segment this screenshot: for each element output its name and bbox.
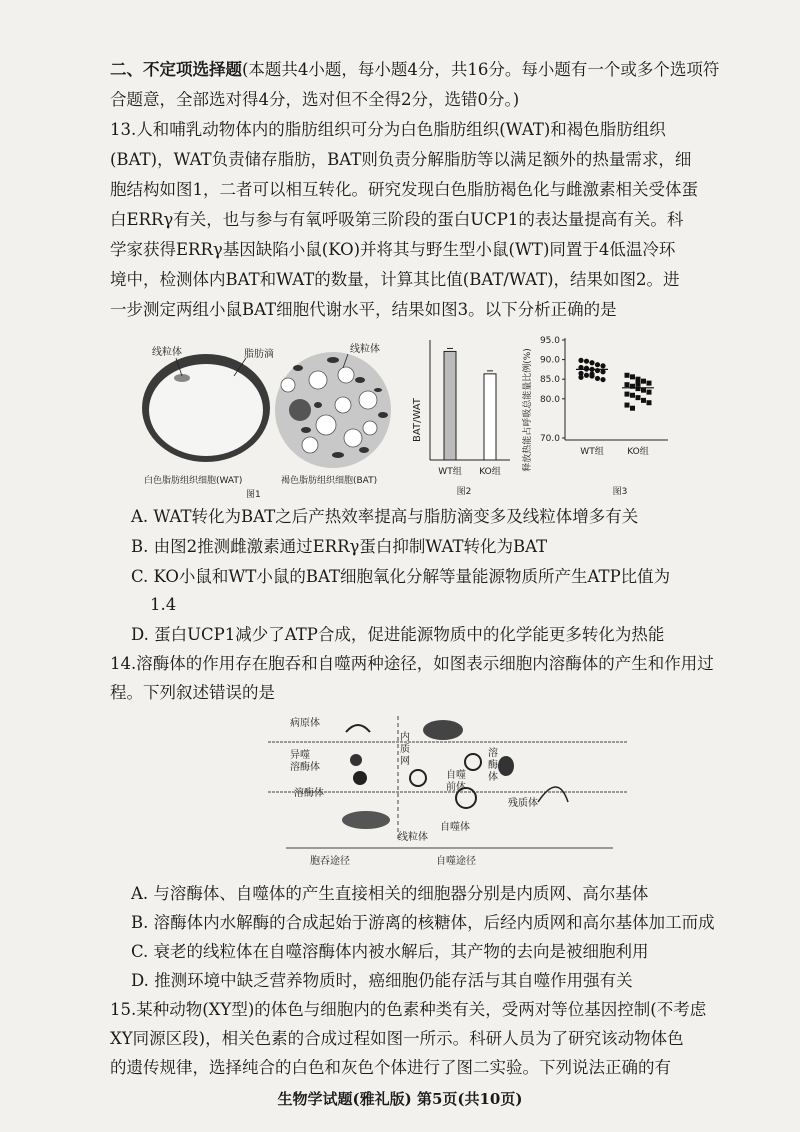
figure-2-label: 图2 — [456, 487, 472, 497]
q13-option-d: D. 蛋白UCP1减少了ATP合成，促进能源物质中的化学能更多转化为热能 — [131, 625, 665, 644]
q13-option-c: C. KO小鼠和WT小鼠的BAT细胞氧化分解等量能源物质所产生ATP比值为 — [131, 567, 671, 586]
fig3-point-ko — [630, 374, 635, 379]
label-droplet: 脂肪滴 — [244, 349, 274, 360]
label-mito: 线粒体 — [398, 832, 428, 843]
fig3-point-ko — [630, 406, 635, 411]
pathogen-icon — [346, 725, 370, 732]
fig3-point-ko — [641, 398, 646, 403]
label-endocytosis: 胞吞途径 — [310, 856, 350, 867]
label-autophagosome: 自噬体 — [440, 822, 470, 833]
q13-line-6: 境中，检测体内BAT和WAT的数量，计算其比值(BAT/WAT)，结果如图2。进 — [110, 270, 680, 289]
label-lysosome: 溶酶体 — [294, 788, 324, 799]
q14-option-d: D. 推测环境中缺乏营养物质时，癌细胞仍能存活与其自噬作用强有关 — [131, 971, 633, 990]
section-title: 二、不定项选择题 — [110, 60, 242, 79]
label-pathogen: 病原体 — [290, 718, 320, 729]
figure-1-label: 图1 — [246, 490, 261, 500]
q13-line-5: 学家获得ERRγ基因缺陷小鼠(KO)并将其与野生型小鼠(WT)同置于4低温冷环 — [110, 240, 676, 259]
fig2-tick-label: KO组 — [479, 467, 501, 477]
q15-line-2: XY同源区段)，相关色素的合成过程如图一所示。科研人员为了研究该动物体色 — [110, 1029, 684, 1048]
fig3-point-ko — [630, 393, 635, 398]
figure-3-scatter-chart — [520, 330, 670, 500]
section-desc-2: 合题意，全部选对得4分，选对但不全得2分，选错0分。) — [110, 90, 520, 109]
fig3-point-wt — [584, 359, 589, 364]
lysosome-icon — [353, 771, 367, 785]
q15-line-1: 15.某种动物(XY型)的体色与细胞内的色素种类有关，受两对等位基因控制(不考虑 — [110, 1000, 707, 1019]
fig3-category-label: WT组 — [580, 447, 604, 457]
q13-line-2: (BAT)，WAT负责储存脂肪，BAT则负责分解脂肪等以满足额外的热量需求，细 — [110, 150, 692, 169]
pre-autophagosome-icon — [465, 754, 481, 770]
label-lyso-2c: 体 — [488, 772, 498, 783]
fig3-point-wt — [578, 358, 583, 363]
q13-line-3: 胞结构如图1，二者可以相互转化。研究发现白色脂肪褐色化与雌激素相关受体蛋 — [110, 180, 698, 199]
fig3-point-ko — [647, 400, 652, 405]
label-er-3: 网 — [400, 756, 410, 767]
fig2-bar-wt — [444, 351, 456, 460]
golgi-icon — [342, 811, 390, 829]
label-er-1: 内 — [400, 732, 410, 743]
fig3-point-ko — [647, 390, 652, 395]
figure-2-bar-chart — [408, 330, 513, 500]
fig3-point-ko — [641, 388, 646, 393]
fig3-point-wt — [589, 372, 594, 377]
label-autophagy: 自噬途径 — [436, 856, 476, 867]
fig3-point-ko — [625, 392, 630, 397]
q13-line-1: 13.人和哺乳动物体内的脂肪组织可分为白色脂肪组织(WAT)和褐色脂肪组织 — [110, 120, 666, 139]
q13-option-a: A. WAT转化为BAT之后产热效率提高与脂肪滴变多及线粒体增多有关 — [131, 507, 639, 526]
label-pre-2: 前体 — [446, 782, 466, 793]
q13-line-4: 白ERRγ有关，也与参与有氧呼吸第三阶段的蛋白UCP1的表达量提高有关。科 — [110, 210, 684, 229]
lysosome-2-icon — [498, 756, 514, 776]
wat-fat-droplet — [149, 364, 263, 456]
fig3-tick-label: 90.0 — [539, 355, 560, 366]
label-hetero: 异噬 — [290, 750, 310, 761]
label-residual: 残质体 — [508, 798, 538, 809]
bat-nucleus — [289, 399, 311, 421]
label-lyso-2a: 溶 — [488, 748, 498, 759]
q14-option-c: C. 衰老的线粒体在自噬溶酶体内被水解后，其产物的去向是被细胞利用 — [131, 942, 649, 961]
fig2-bar-ko — [484, 374, 496, 460]
caption-wat: 白色脂肪组织细胞(WAT) — [144, 476, 243, 486]
hetero-lysosome-icon — [350, 754, 362, 766]
fig3-point-wt — [595, 376, 600, 381]
caption-bat: 褐色脂肪组织细胞(BAT) — [281, 476, 378, 486]
fig3-point-ko — [636, 395, 641, 400]
er-icon — [423, 720, 463, 740]
fig3-point-wt — [589, 360, 594, 365]
section-header — [110, 58, 720, 82]
q15-line-3: 的遗传规律，选择纯合的白色和灰色个体进行了图二实验。下列说法正确的有 — [110, 1058, 671, 1077]
label-er-2: 质 — [400, 744, 410, 755]
q13-option-c-cont: 1.4 — [150, 595, 177, 614]
label-hetero-2: 溶酶体 — [290, 762, 320, 773]
fig3-tick-label: 85.0 — [539, 375, 560, 386]
fig3-point-ko — [625, 373, 630, 378]
fig3-point-wt — [595, 368, 600, 373]
label-pre-1: 自噬 — [446, 770, 466, 781]
fig3-point-wt — [584, 373, 589, 378]
fig3-point-ko — [625, 382, 630, 387]
fig3-point-ko — [636, 386, 641, 391]
label-mito-wat: 线粒体 — [152, 347, 182, 358]
fig2-tick-label: WT组 — [438, 467, 462, 477]
q13-option-b: B. 由图2推测雌激素通过ERRγ蛋白抑制WAT转化为BAT — [131, 537, 548, 556]
fig3-point-wt — [578, 375, 583, 380]
figure-lysosome-pathways — [268, 712, 628, 868]
fig3-point-wt — [600, 363, 605, 368]
fig3-point-ko — [625, 403, 630, 408]
q14-line-1: 14.溶酶体的作用存在胞吞和自噬两种途径，如图表示细胞内溶酶体的产生和作用过 — [110, 654, 714, 673]
fig3-point-ko — [636, 381, 641, 386]
fig3-point-ko — [641, 379, 646, 384]
fig3-tick-label: 70.0 — [539, 434, 560, 444]
fig3-category-label: KO组 — [627, 447, 649, 457]
section-desc: (本题共4小题，每小题4分，共16分。每小题有一个或多个选项符 — [242, 60, 720, 79]
autophagosome-icon — [410, 770, 426, 786]
page-footer: 生物学试题(雅礼版) 第5页(共10页) — [277, 1090, 523, 1108]
figure-3-label: 图3 — [612, 487, 628, 497]
fig3-tick-label: 80.0 — [539, 394, 560, 405]
fig3-point-ko — [636, 377, 641, 382]
fig3-point-ko — [647, 381, 652, 386]
residual-body-icon — [538, 787, 568, 802]
q14-option-a: A. 与溶酶体、自噬体的产生直接相关的细胞器分别是内质网、高尔基体 — [131, 884, 649, 903]
label-mito-bat: 线粒体 — [350, 344, 380, 355]
label-lyso-2b: 酶 — [488, 760, 498, 771]
q14-option-b: B. 溶酶体内水解酶的合成起始于游离的核糖体，后经内质网和高尔基体加工而成 — [131, 913, 715, 932]
fig2-ylabel: BAT/WAT — [412, 398, 423, 442]
fig3-point-wt — [600, 377, 605, 382]
q13-line-7: 一步测定两组小鼠BAT细胞代谢水平，结果如图3。以下分析正确的是 — [110, 300, 617, 319]
fig3-ylabel: 释放热能占呼吸总能量比例(%) — [523, 348, 533, 472]
fig3-point-wt — [595, 362, 600, 367]
fig3-tick-label: 95.0 — [539, 336, 560, 346]
figure-1 — [138, 330, 408, 500]
q14-line-2: 程。下列叙述错误的是 — [110, 683, 275, 702]
